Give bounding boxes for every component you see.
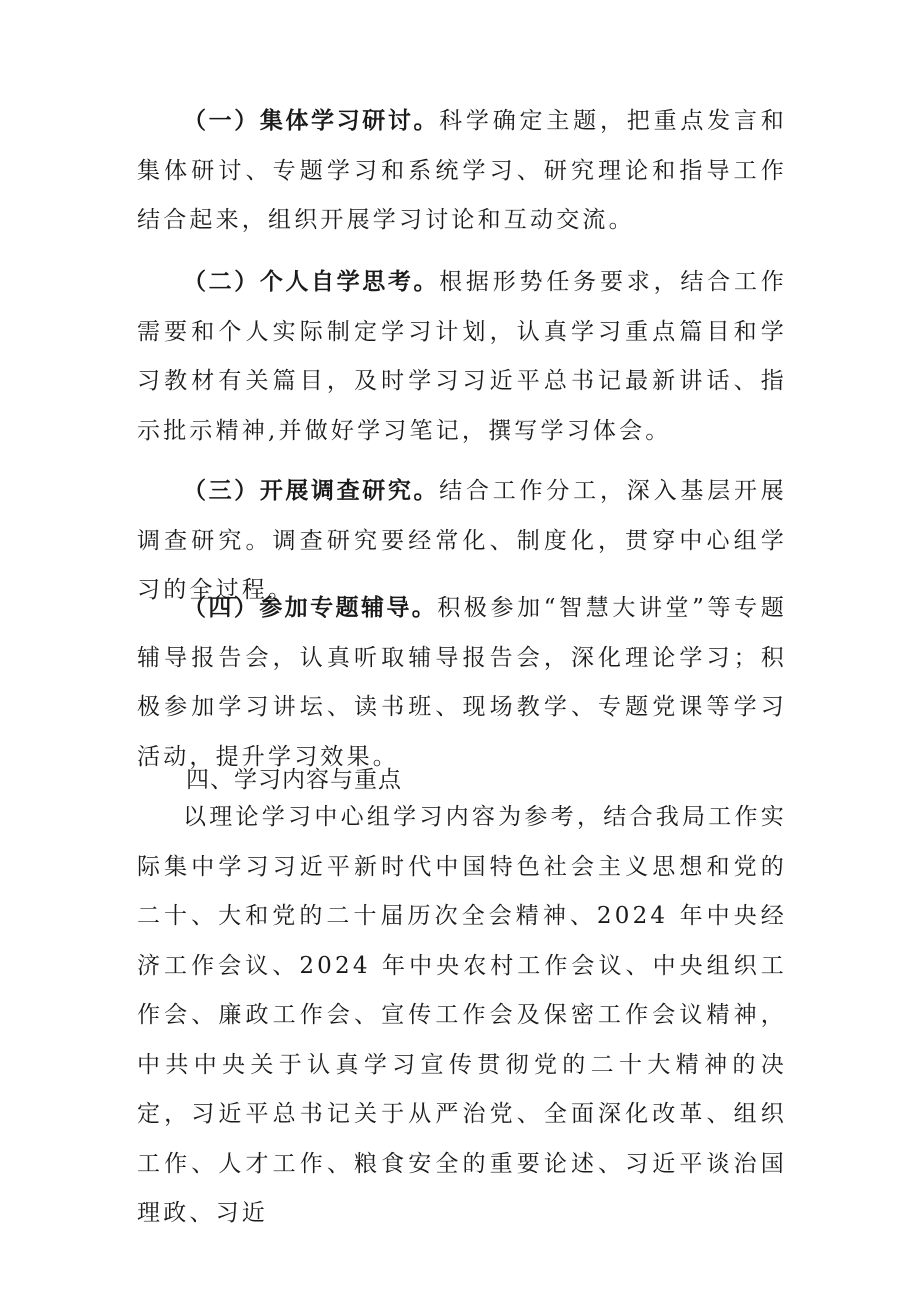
section-lead: （二）个人自学思考。 — [183, 269, 440, 295]
section-body: 结合工作分工，深入基层开展调查研究。调查研究要经常化、制度化，贯穿中心组学习的全过程。 — [137, 478, 787, 603]
section-body: 积极参加“智慧大讲堂”等专题辅导报告会，认真听取辅导报告会，深化理论学习；积极参加学习讲坛、读书班、现场教学、专题党课等学习活动，提升学习效果。 — [137, 595, 788, 770]
section-lead: （四）参加专题辅导。 — [183, 595, 438, 621]
section-self-study — [137, 258, 787, 456]
section-collective-study — [137, 97, 787, 246]
content-paragraph: 以理论学习中心组学习内容为参考，结合我局工作实际集中学习习近平新时代中国特色社会主义思想和党的二十、大和党的二十届历次全会精神、2024 年中央经济工作会议、2024 年中央农村工作会议、中央组织工作会、廉政工作会、宣传工作会及保密工作会议精神，中共中央关于认真学习宣传贯彻党的二十大精神的决定，习近平总书记关于从严治党、全面深化改革、组织工作、人才工作、粮食安全的重要论述、习近平谈治国理政、习近 — [137, 804, 787, 1226]
section-lead: （一）集体学习研讨。 — [183, 108, 440, 134]
section-body: 根据形势任务要求，结合工作需要和个人实际制定学习计划，认真学习重点篇目和学习教材有关篇目，及时学习习近平总书记最新讲话、指示批示精神,并做好学习笔记，撰写学习体会。 — [137, 269, 787, 444]
section-lead: （三）开展调查研究。 — [183, 478, 440, 504]
section-lectures — [137, 584, 787, 782]
section-body: 科学确定主题，把重点发言和集体研讨、专题学习和系统学习、研究理论和指导工作结合起来，组织开展学习讨论和互动交流。 — [137, 108, 787, 233]
section-heading: 四、学习内容与重点 — [186, 767, 402, 793]
